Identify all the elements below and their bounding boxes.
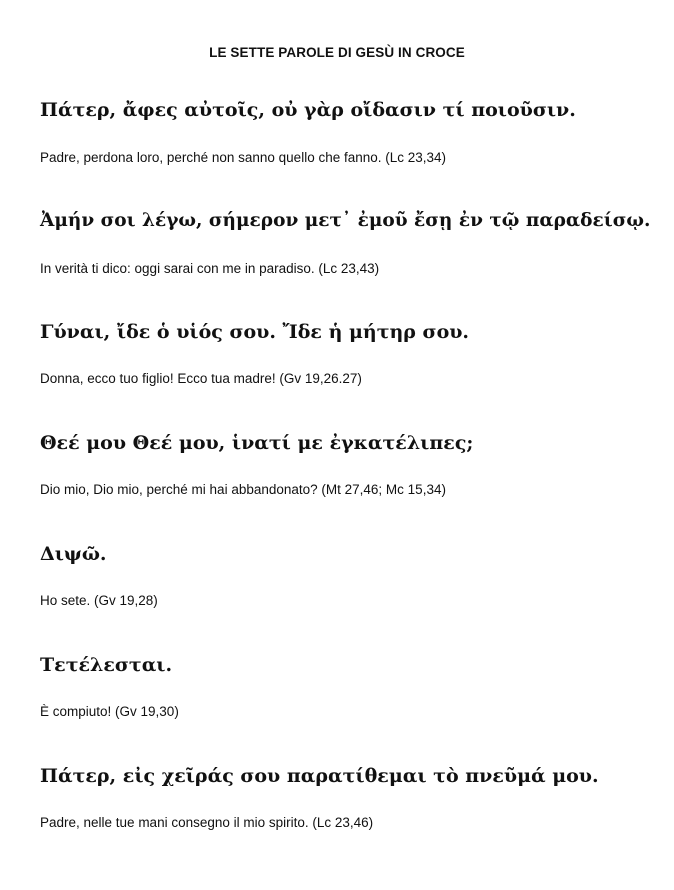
- saying-3-greek: Γύναι, ἴδε ὁ υἱός σου. Ἴδε ἡ μήτηρ σου.: [40, 321, 470, 343]
- saying-4-italian: Dio mio, Dio mio, perché mi hai abbandonato? (Mt 27,46; Mc 15,34): [40, 482, 446, 497]
- saying-6-greek: Τετέλεσται.: [40, 654, 173, 676]
- saying-7-italian: Padre, nelle tue mani consegno il mio spirito. (Lc 23,46): [40, 815, 374, 830]
- saying-4-greek: Θεέ μου Θεέ μου, ἱνατί με ἐγκατέλιπες;: [40, 432, 474, 454]
- saying-1-greek: Πάτερ, ἄφες αὐτοῖς, οὐ γὰρ οἴδασιν τί ποιοῦσιν.: [40, 99, 576, 121]
- document-title: LE SETTE PAROLE DI GESÙ IN CROCE: [209, 45, 465, 60]
- saying-7-greek: Πάτερ, εἰς χεῖράς σου παρατίθεμαι τὸ πνεῦμά μου.: [40, 765, 599, 787]
- saying-3-italian: Donna, ecco tuo figlio! Ecco tua madre! (Gv 19,26.27): [40, 371, 362, 386]
- saying-6-italian: È compiuto! (Gv 19,30): [40, 704, 179, 719]
- saying-1-italian: Padre, perdona loro, perché non sanno quello che fanno. (Lc 23,34): [40, 150, 447, 165]
- saying-5-italian: Ho sete. (Gv 19,28): [40, 593, 158, 608]
- saying-2-italian: In verità ti dico: oggi sarai con me in paradiso. (Lc 23,43): [40, 261, 380, 276]
- saying-5-greek: Διψῶ.: [40, 543, 107, 565]
- saying-2-greek: Ἀμήν σοι λέγω, σήμερον μετ᾽ ἐμοῦ ἔσῃ ἐν τῷ παραδείσῳ.: [40, 210, 651, 231]
